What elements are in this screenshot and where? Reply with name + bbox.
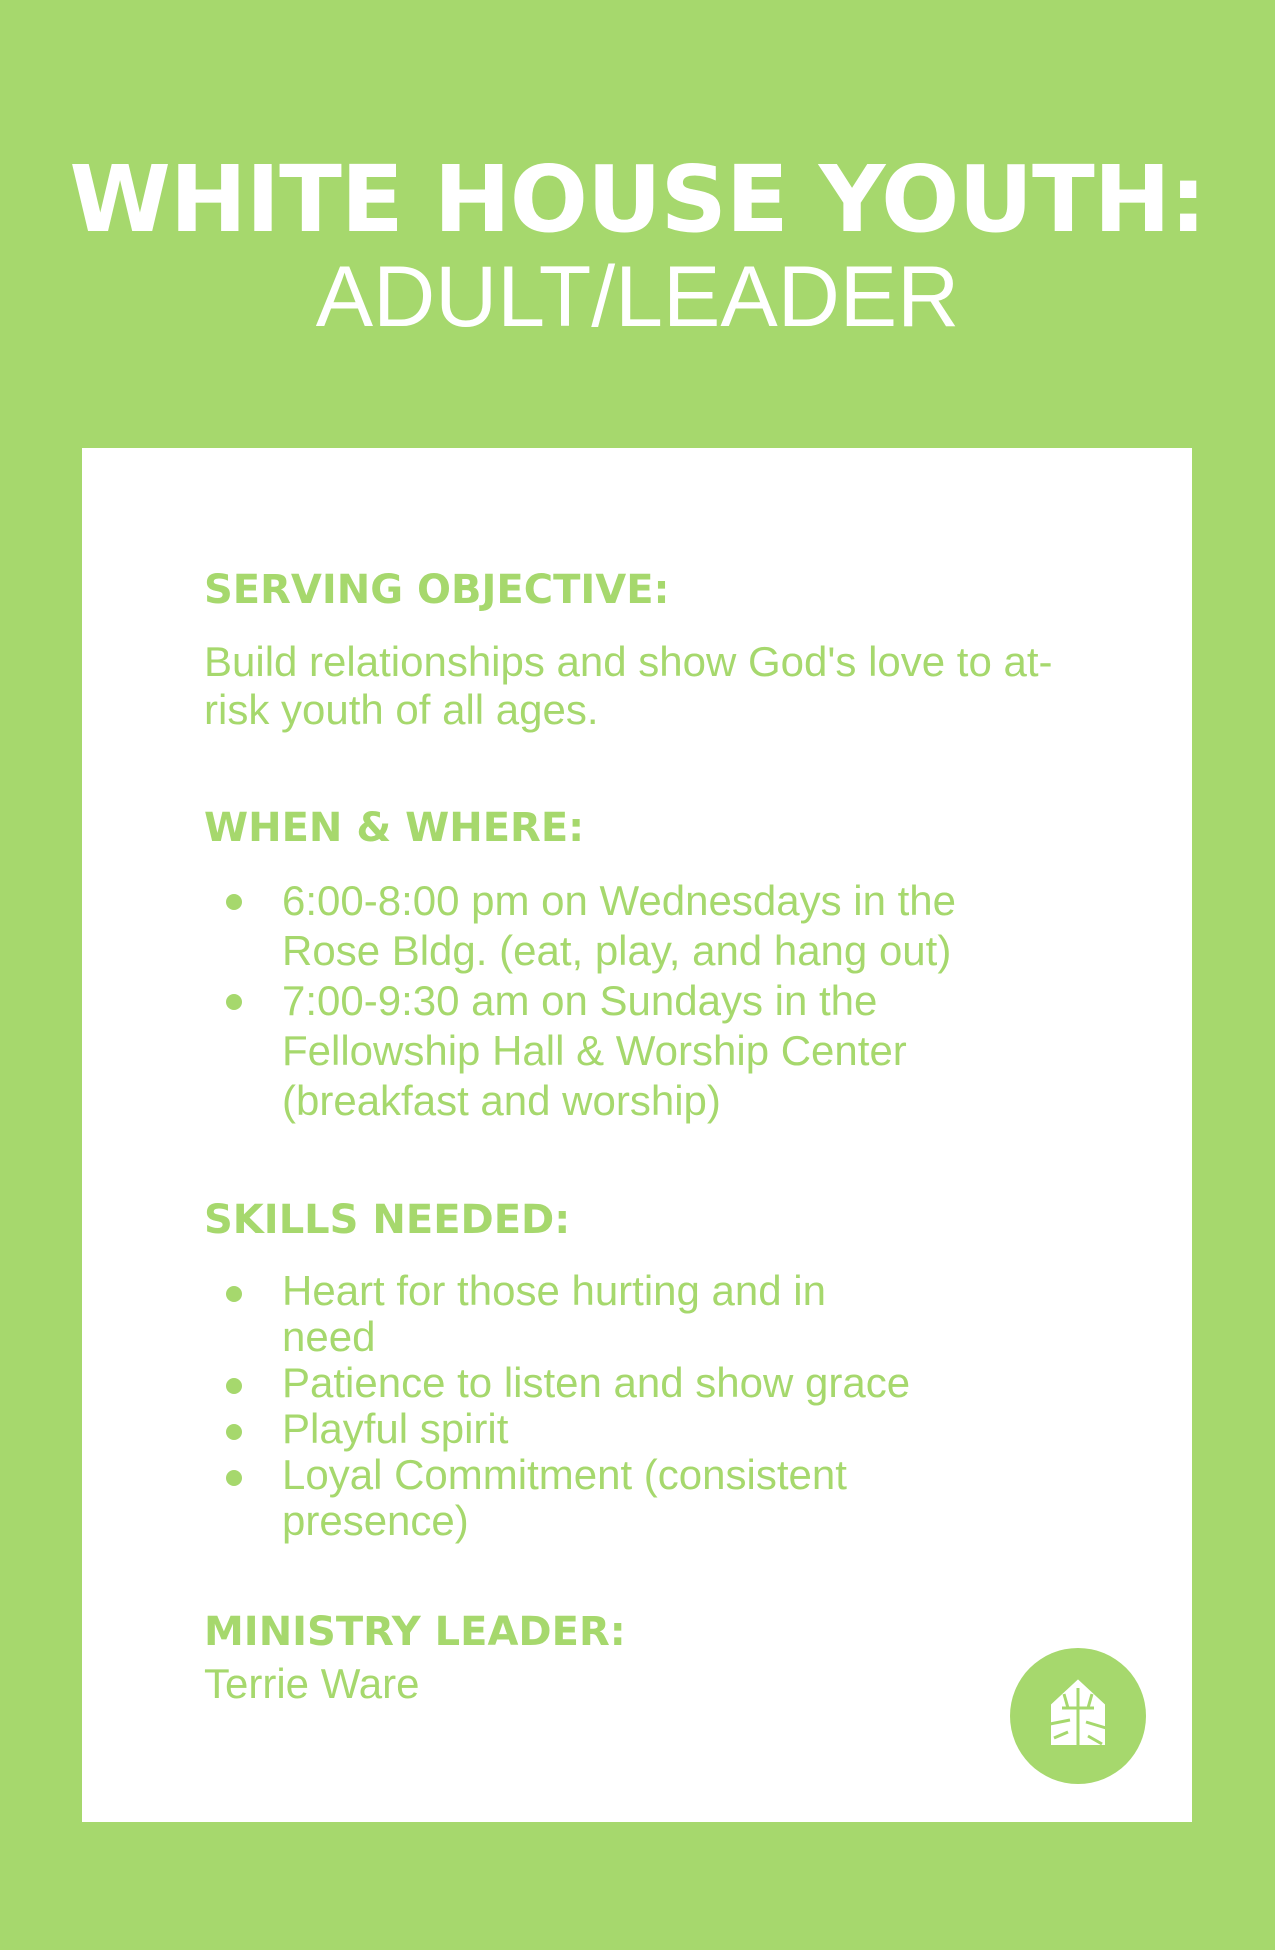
bullet-icon xyxy=(226,1286,242,1302)
ministry-leader-heading: MINISTRY LEADER: xyxy=(204,1609,626,1655)
list-item xyxy=(204,1360,924,1406)
skills-list xyxy=(204,1268,924,1544)
list-item xyxy=(204,1268,924,1360)
bullet-icon xyxy=(226,894,242,910)
serving-objective-heading: SERVING OBJECTIVE: xyxy=(204,567,670,613)
bullet-icon xyxy=(226,1378,242,1394)
bullet-icon xyxy=(226,1424,242,1440)
serving-objective-text: Build relationships and show God's love to at-risk youth of all ages. xyxy=(204,638,1053,733)
list-item-text: Playful spirit xyxy=(282,1405,509,1452)
page-subtitle: ADULT/LEADER xyxy=(315,249,960,345)
list-item-text: Patience to listen and show grace xyxy=(282,1359,911,1406)
card-content xyxy=(204,566,1084,1708)
ministry-leader-name: Terrie Ware xyxy=(204,1660,420,1707)
list-item-text: Loyal Commitment (consistent presence) xyxy=(282,1451,847,1544)
when-where-list xyxy=(204,876,1064,1126)
bullet-icon xyxy=(226,1470,242,1486)
info-card xyxy=(82,448,1192,1822)
header xyxy=(0,146,1275,345)
church-logo-icon xyxy=(1010,1648,1146,1784)
bullet-icon xyxy=(226,994,242,1010)
list-item xyxy=(204,1406,924,1452)
list-item-text: 7:00-9:30 am on Sundays in the Fellowship Hall & Worship Center (breakfast and worship) xyxy=(282,977,907,1124)
list-item-text: 6:00-8:00 pm on Wednesdays in the Rose Bldg. (eat, play, and hang out) xyxy=(282,877,956,974)
list-item xyxy=(204,976,1064,1126)
church-logo-graphic xyxy=(1010,1648,1146,1784)
skills-heading: SKILLS NEEDED: xyxy=(204,1197,571,1243)
list-item xyxy=(204,1452,924,1544)
list-item-text: Heart for those hurting and in need xyxy=(282,1267,826,1360)
page-title: WHITE HOUSE YOUTH: xyxy=(69,146,1206,253)
list-item xyxy=(204,876,1064,976)
when-where-heading: WHEN & WHERE: xyxy=(204,805,585,851)
